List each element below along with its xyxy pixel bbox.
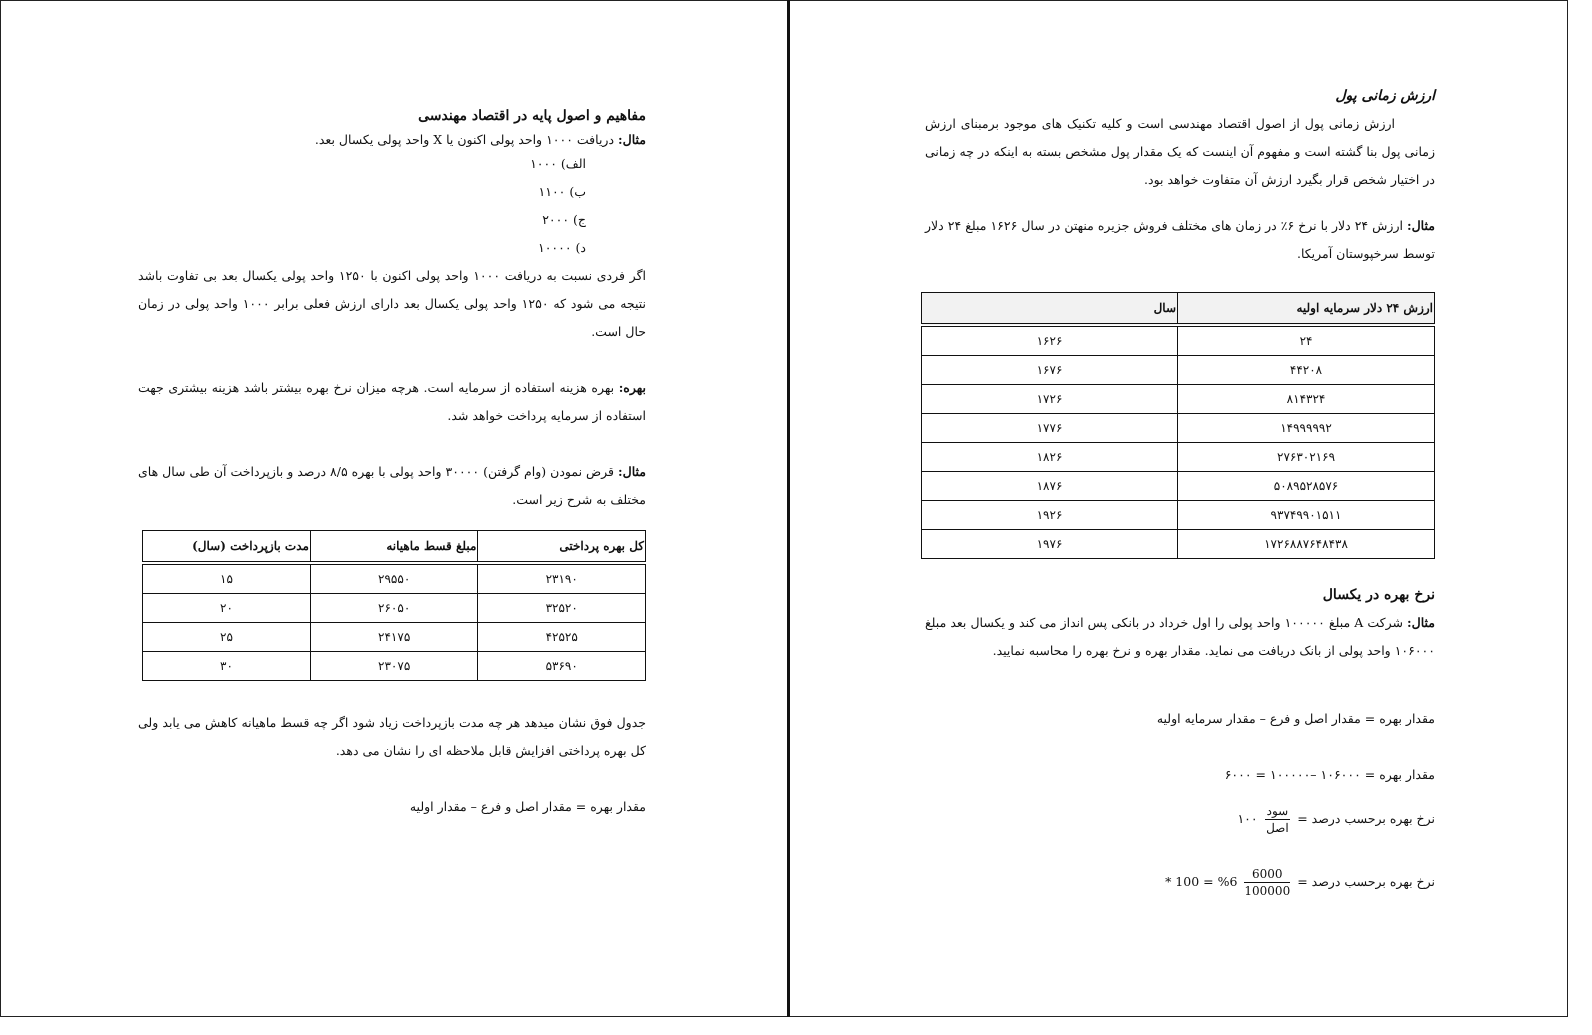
value-table [921,292,1435,559]
example-2 [138,458,646,514]
denominator: 100000 [1244,884,1291,898]
options-list [138,150,646,262]
table-cell: ۱۴۹۹۹۹۹۲ [1178,414,1435,443]
table-cell: ۲۵ [143,623,311,652]
table-cell: ۲۷۶۳۰۲۱۶۹ [1178,443,1435,472]
rate-label: نرخ بهره برحسب درصد = [1297,811,1435,826]
rate-label: نرخ بهره برحسب درصد = [1297,874,1435,889]
right-page-title: ارزش زمانی پول [1335,88,1435,104]
column-header: ارزش ۲۴ دلار سرمایه اولیه [1178,293,1435,326]
interest-calculation: مقدار بهره = ۱۰۶۰۰۰ –۱۰۰۰۰۰ = ۶۰۰۰ [1224,767,1435,782]
denominator: اصل [1266,821,1289,835]
table-row [922,356,1435,385]
table-cell: ۲۴ [1178,325,1435,356]
table-cell: ۱۷۲۶۸۸۷۶۴۸۴۳۸ [1178,530,1435,559]
example-text: شرکت A مبلغ ۱۰۰۰۰۰ واحد پولی را اول خرداد در بانکی پس انداز می کند و یکسال بعد مبلغ ۱۰۶۰۰۰ واحد پولی از بانک دریافت می نماید. مقدار بهره و نرخ بهره را محاسبه نمایید. [925,615,1435,658]
option-item: ب) ۱۱۰۰ [538,184,586,199]
table-cell: ۳۲۵۲۰ [478,594,646,623]
table-row [922,501,1435,530]
example-1 [925,212,1435,268]
table-row [922,530,1435,559]
table-cell: ۲۰ [143,594,311,623]
table-row [922,472,1435,501]
table-cell: ۸۱۴۳۲۴ [1178,385,1435,414]
column-header: مدت بازپرداخت (سال) [143,531,311,564]
left-page [138,108,646,821]
table-conclusion: جدول فوق نشان میدهد هر چه مدت بازپرداخت زیاد شود اگر چه قسط ماهیانه کاهش می یابد ولی کل بهره پرداختی افزایش قابل ملاحظه ای را نشان می دهد. [138,715,646,758]
interest-text: بهره هزینه استفاده از سرمایه است. هرچه میزان نرخ بهره بیشتر باشد هزینه بیشتری جهت استفاده از سرمایه پرداخت خواهد شد. [138,380,646,423]
table-cell: ۴۲۵۲۵ [478,623,646,652]
table-cell: ۱۷۲۶ [922,385,1178,414]
table-cell: ۵۳۶۹۰ [478,652,646,681]
table-cell: ۲۹۵۵۰ [310,563,477,594]
example-text: قرض نمودن (وام گرفتن) ۳۰۰۰۰ واحد پولی با بهره ۸/۵ درصد و بازپرداخت آن طی سال های مختلف به شرح زیر است. [138,464,646,507]
example-2 [925,609,1435,665]
interest-label: بهره: [618,380,646,395]
table-cell: ۴۴۲۰۸ [1178,356,1435,385]
numerator: 6000 [1244,866,1290,883]
interest-formula: مقدار بهره = مقدار اصل و فرع – مقدار سرمایه اولیه [1156,711,1435,726]
example-label: مثال: [618,464,647,479]
column-header: مبلغ قسط ماهیانه [310,531,477,564]
option-item: الف) ۱۰۰۰ [530,156,586,171]
table-cell: ۱۶۲۶ [922,325,1178,356]
table-cell: ۳۰ [143,652,311,681]
table-cell: ۱۹۷۶ [922,530,1178,559]
column-header: سال [922,293,1178,326]
column-header: کل بهره پرداختی [478,531,646,564]
example-label: مثال: [618,132,646,147]
table-header-row [143,531,646,564]
table-cell: ۲۳۱۹۰ [478,563,646,594]
table-row [143,563,646,594]
table-cell: ۱۷۷۶ [922,414,1178,443]
rate-result-formula [925,866,1435,899]
multiplier: ۱۰۰ [1237,811,1258,826]
table-cell: ۱۹۲۶ [922,501,1178,530]
example-text: ارزش ۲۴ دلار با نرخ ۶٪ در زمان های مختلف فروش جزیره منهتن در سال ۱۶۲۶ مبلغ ۲۴ دلار توسط سرخپوستان آمریکا. [925,218,1435,261]
fraction [1265,803,1291,836]
time-value-paragraph: ارزش زمانی پول از اصول اقتصاد مهندسی است و کلیه تکنیک های موجود برمبنای ارزش زمانی پول بنا گشته است و مفهوم آن اینست که یک مقدار پول مشخص بسته به اینکه در چه زمانی در اختیار شخص قرار بگیرد ارزش آن متفاوت خواهد بود. [925,116,1435,187]
table-header-row [922,293,1435,326]
table-cell: ۵۰۸۹۵۲۸۵۷۶ [1178,472,1435,501]
example-label: مثال: [1406,218,1435,233]
example-1 [138,130,646,150]
table-row [922,385,1435,414]
interest-definition [138,374,646,430]
result: * 100 = %6 [1165,874,1238,889]
table-row [143,652,646,681]
table-cell: ۱۵ [143,563,311,594]
numerator: سود [1266,804,1289,818]
left-page-title: مفاهیم و اصول پایه در اقتصاد مهندسی [418,108,646,124]
paragraph-present-value: اگر فردی نسبت به دریافت ۱۰۰۰ واحد پولی اکنون با ۱۲۵۰ واحد پولی یکسال بعد بی تفاوت باشد نتیجه می شود که ۱۲۵۰ واحد پولی یکسال بعد دارای ارزش فعلی برابر ۱۰۰۰ واحد پولی در زمان حال است. [138,268,647,339]
right-page [925,88,1435,899]
table-cell: ۲۶۰۵۰ [310,594,477,623]
table-cell: ۲۳۰۷۵ [310,652,477,681]
table-cell: ۱۸۲۶ [922,443,1178,472]
interest-formula: مقدار بهره = مقدار اصل و فرع – مقدار اولیه [409,799,646,814]
page-divider [787,0,790,1017]
option-item: د) ۱۰۰۰۰ [538,240,586,255]
loan-table [142,530,646,681]
section-title: نرخ بهره در یکسال [1322,587,1435,603]
table-cell: ۱۶۷۶ [922,356,1178,385]
table-row [922,443,1435,472]
table-row [143,594,646,623]
rate-formula [925,803,1435,836]
option-item: ج) ۲۰۰۰ [542,212,586,227]
table-row [922,325,1435,356]
example-label: مثال: [1407,615,1435,630]
table-cell: ۹۳۷۴۹۹۰۱۵۱۱ [1178,501,1435,530]
table-cell: ۲۴۱۷۵ [310,623,477,652]
table-row [143,623,646,652]
table-row [922,414,1435,443]
fraction [1244,866,1290,899]
example-text: دریافت ۱۰۰۰ واحد پولی اکنون یا X واحد پولی یکسال بعد. [314,132,619,147]
table-cell: ۱۸۷۶ [922,472,1178,501]
